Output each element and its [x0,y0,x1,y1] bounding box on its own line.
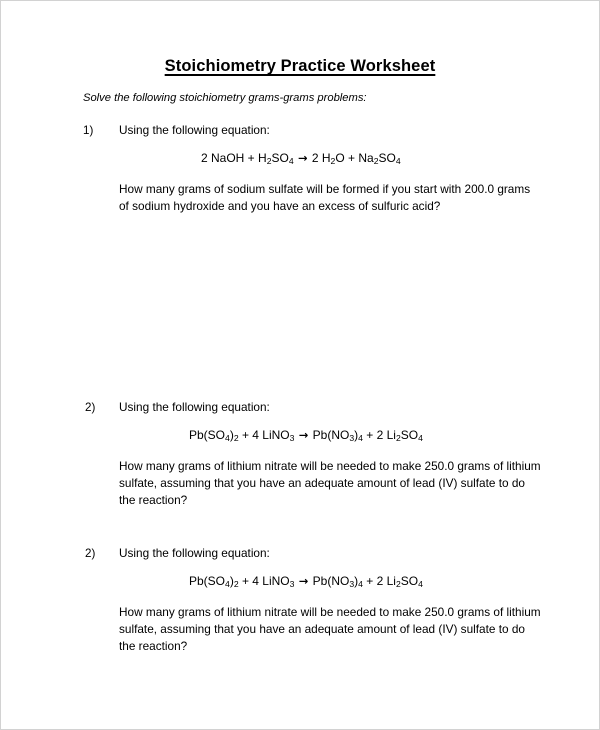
problem-question: How many grams of lithium nitrate will be needed to make 250.0 grams of lithium sulfate, assuming that you have an adequate amount of lead (IV) sulfate to do the reaction? [119,459,541,508]
reaction-arrow-icon: → [297,151,308,165]
problem-question: How many grams of sodium sulfate will be formed if you start with 200.0 grams of sodium hydroxide and you have an excess of sulfuric acid? [119,182,531,214]
problem-stem: Using the following equation: [119,546,270,560]
reaction-arrow-icon: → [298,574,309,588]
problem-number: 2) [85,547,96,560]
reaction-arrow-icon: → [298,428,309,442]
problem-number: 2) [85,401,96,414]
chemical-equation: $Pb(SO_4)_2 + 4$ LiNO$_3$ → $Pb(NO_3)_4 + 2$ $Li_2SO_4$ [189,574,423,589]
page-title [1,57,599,75]
problem-stem: Using the following equation: [119,400,270,414]
worksheet-instructions: Solve the following stoichiometry grams-grams problems: [83,92,367,104]
chemical-equation: 2 NaOH + $H_2SO_4 \to 2$ $H_2O + Na_2SO_4$ [201,151,401,166]
page-title-text: Stoichiometry Practice Worksheet [164,57,436,75]
chemical-equation: $Pb(SO_4)_2 + 4$ LiNO$_3$ → $Pb(NO_3)_4 + 2$ $Li_2SO_4$ [189,428,423,443]
problem-number: 1) [83,124,94,137]
problem-stem: Using the following equation: [119,123,270,137]
problem-question: How many grams of lithium nitrate will be needed to make 250.0 grams of lithium sulfate, assuming that you have an adequate amount of lead (IV) sulfate to do the reaction? [119,605,541,654]
